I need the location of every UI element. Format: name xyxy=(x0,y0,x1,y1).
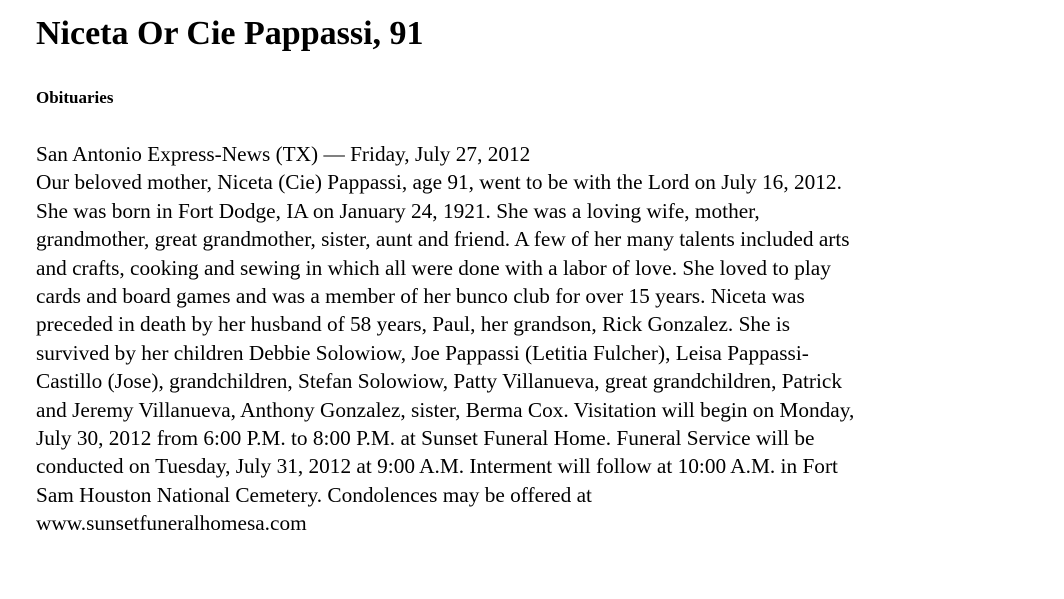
body-line: Castillo (Jose), grandchildren, Stefan Solowiow, Patty Villanueva, great grandchildren, Patrick xyxy=(36,369,843,394)
body-line: Sam Houston National Cemetery. Condolences may be offered at xyxy=(36,482,592,507)
body-line: and crafts, cooking and sewing in which all were done with a labor of love. She loved to play xyxy=(36,255,831,280)
article-body xyxy=(36,140,1026,538)
body-line: survived by her children Debbie Solowiow, Joe Pappassi (Letitia Fulcher), Leisa Pappassi- xyxy=(36,340,809,365)
body-line: July 30, 2012 from 6:00 P.M. to 8:00 P.M. at Sunset Funeral Home. Funeral Service will be xyxy=(36,426,815,451)
article-title: Niceta Or Cie Pappassi, 91 xyxy=(36,15,424,52)
body-line: conducted on Tuesday, July 31, 2012 at 9:00 A.M. Interment will follow at 10:00 A.M. in Fort xyxy=(36,454,838,479)
section-label: Obituaries xyxy=(36,88,114,107)
body-line: She was born in Fort Dodge, IA on January 24, 1921. She was a loving wife, mother, xyxy=(36,198,760,223)
body-line: cards and board games and was a member of her bunco club for over 15 years. Niceta was xyxy=(36,284,805,309)
website-text: www.sunsetfuneralhomesa.com xyxy=(36,511,307,536)
body-line: and Jeremy Villanueva, Anthony Gonzalez, sister, Berma Cox. Visitation will begin on Monday, xyxy=(36,397,855,422)
body-line: preceded in death by her husband of 58 years, Paul, her grandson, Rick Gonzalez. She is xyxy=(36,312,791,337)
source-line: San Antonio Express-News (TX) — Friday, July 27, 2012 xyxy=(36,142,531,166)
body-line: Our beloved mother, Niceta (Cie) Pappassi, age 91, went to be with the Lord on July 16, 2012. xyxy=(36,170,842,195)
body-line: grandmother, great grandmother, sister, aunt and friend. A few of her many talents included arts xyxy=(36,227,850,252)
